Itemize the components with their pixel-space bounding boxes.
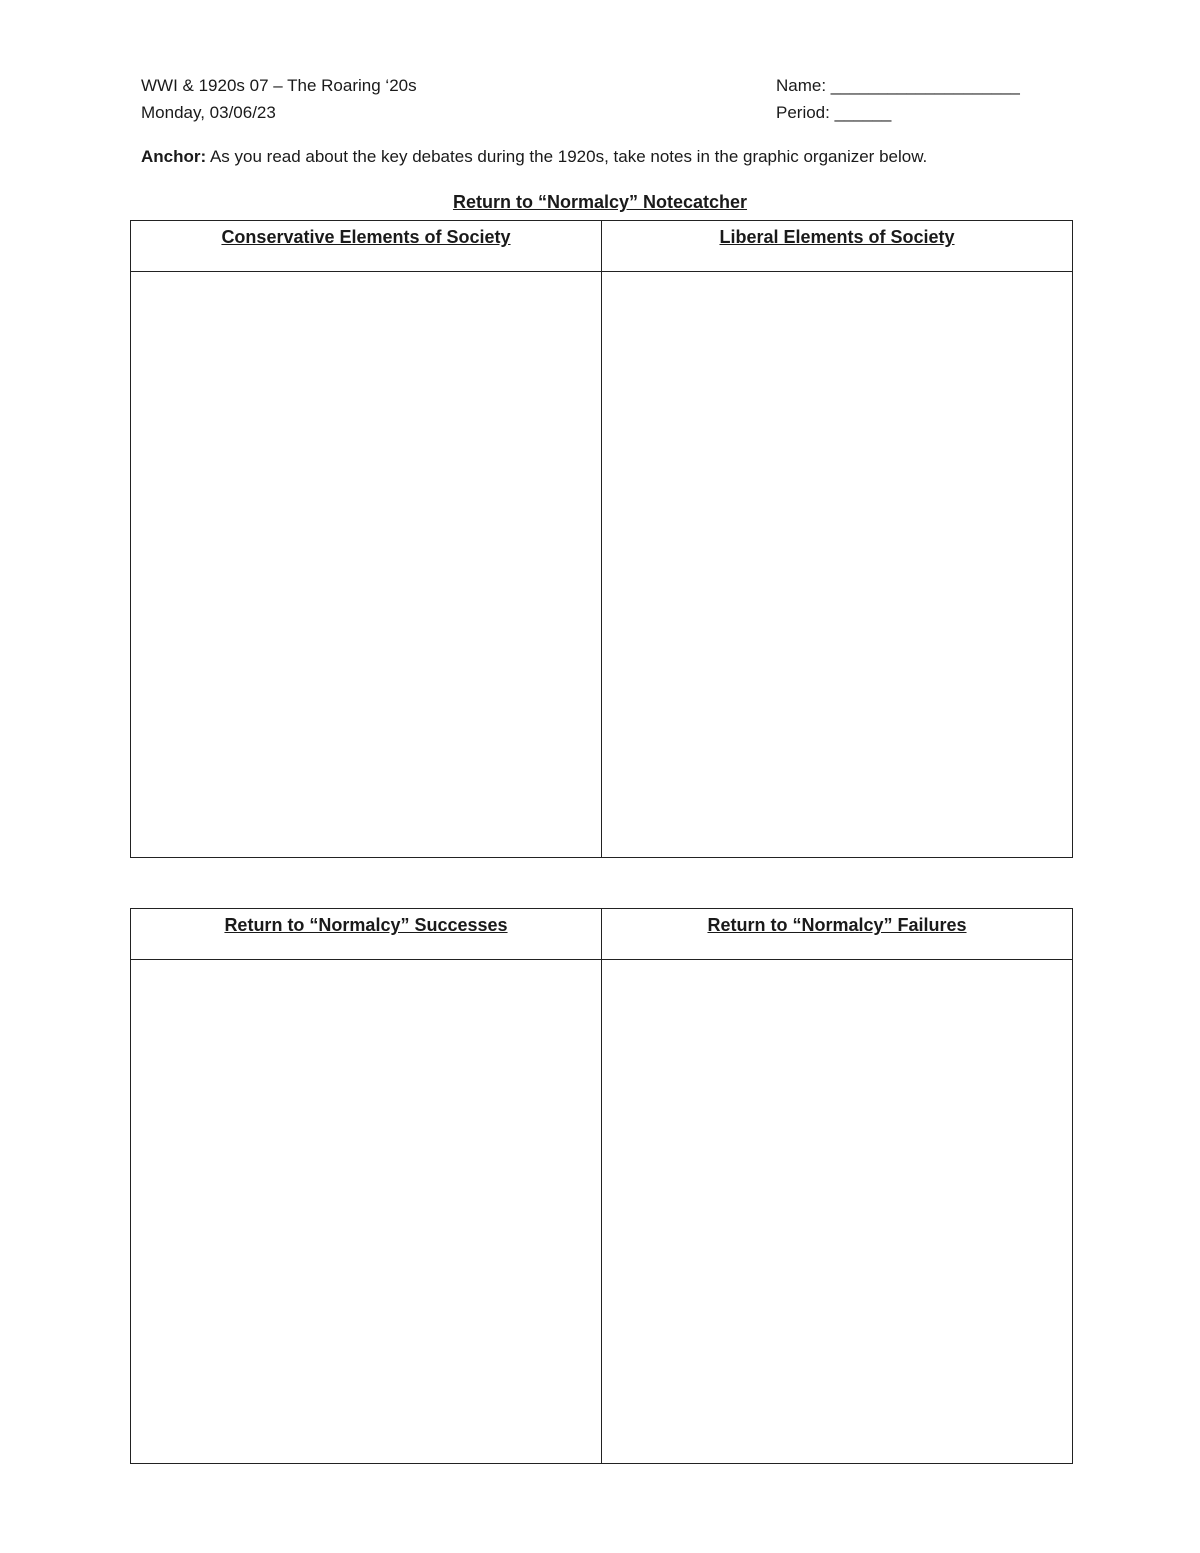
header-cell-conservative — [131, 221, 602, 272]
anchor-label: Anchor: — [141, 147, 207, 166]
name-field[interactable]: Name: ____________________ — [776, 76, 1020, 95]
header-cell-successes — [131, 909, 602, 960]
successes-notes-cell[interactable] — [131, 960, 602, 1464]
date-line: Monday, 03/06/23 — [141, 103, 276, 122]
failures-notes-cell[interactable] — [602, 960, 1073, 1464]
conservative-header: Conservative Elements of Society — [221, 227, 511, 247]
header-cell-failures — [602, 909, 1073, 960]
organizer-title: Return to “Normalcy” Notecatcher — [452, 192, 748, 212]
liberal-notes-cell[interactable] — [602, 272, 1073, 858]
notecatcher-table-1 — [130, 220, 1073, 858]
anchor-text: As you read about the key debates during the 1920s, take notes in the graphic organizer below. — [206, 147, 928, 166]
anchor-instructions — [141, 147, 927, 167]
conservative-notes-cell[interactable] — [131, 272, 602, 858]
course-title: WWI & 1920s 07 – The Roaring ‘20s — [141, 76, 417, 95]
successes-header: Return to “Normalcy” Successes — [224, 915, 508, 935]
liberal-header: Liberal Elements of Society — [719, 227, 955, 247]
notecatcher-table-2 — [130, 908, 1073, 1464]
failures-header: Return to “Normalcy” Failures — [707, 915, 967, 935]
period-field[interactable]: Period: ______ — [776, 103, 892, 122]
header-cell-liberal — [602, 221, 1073, 272]
